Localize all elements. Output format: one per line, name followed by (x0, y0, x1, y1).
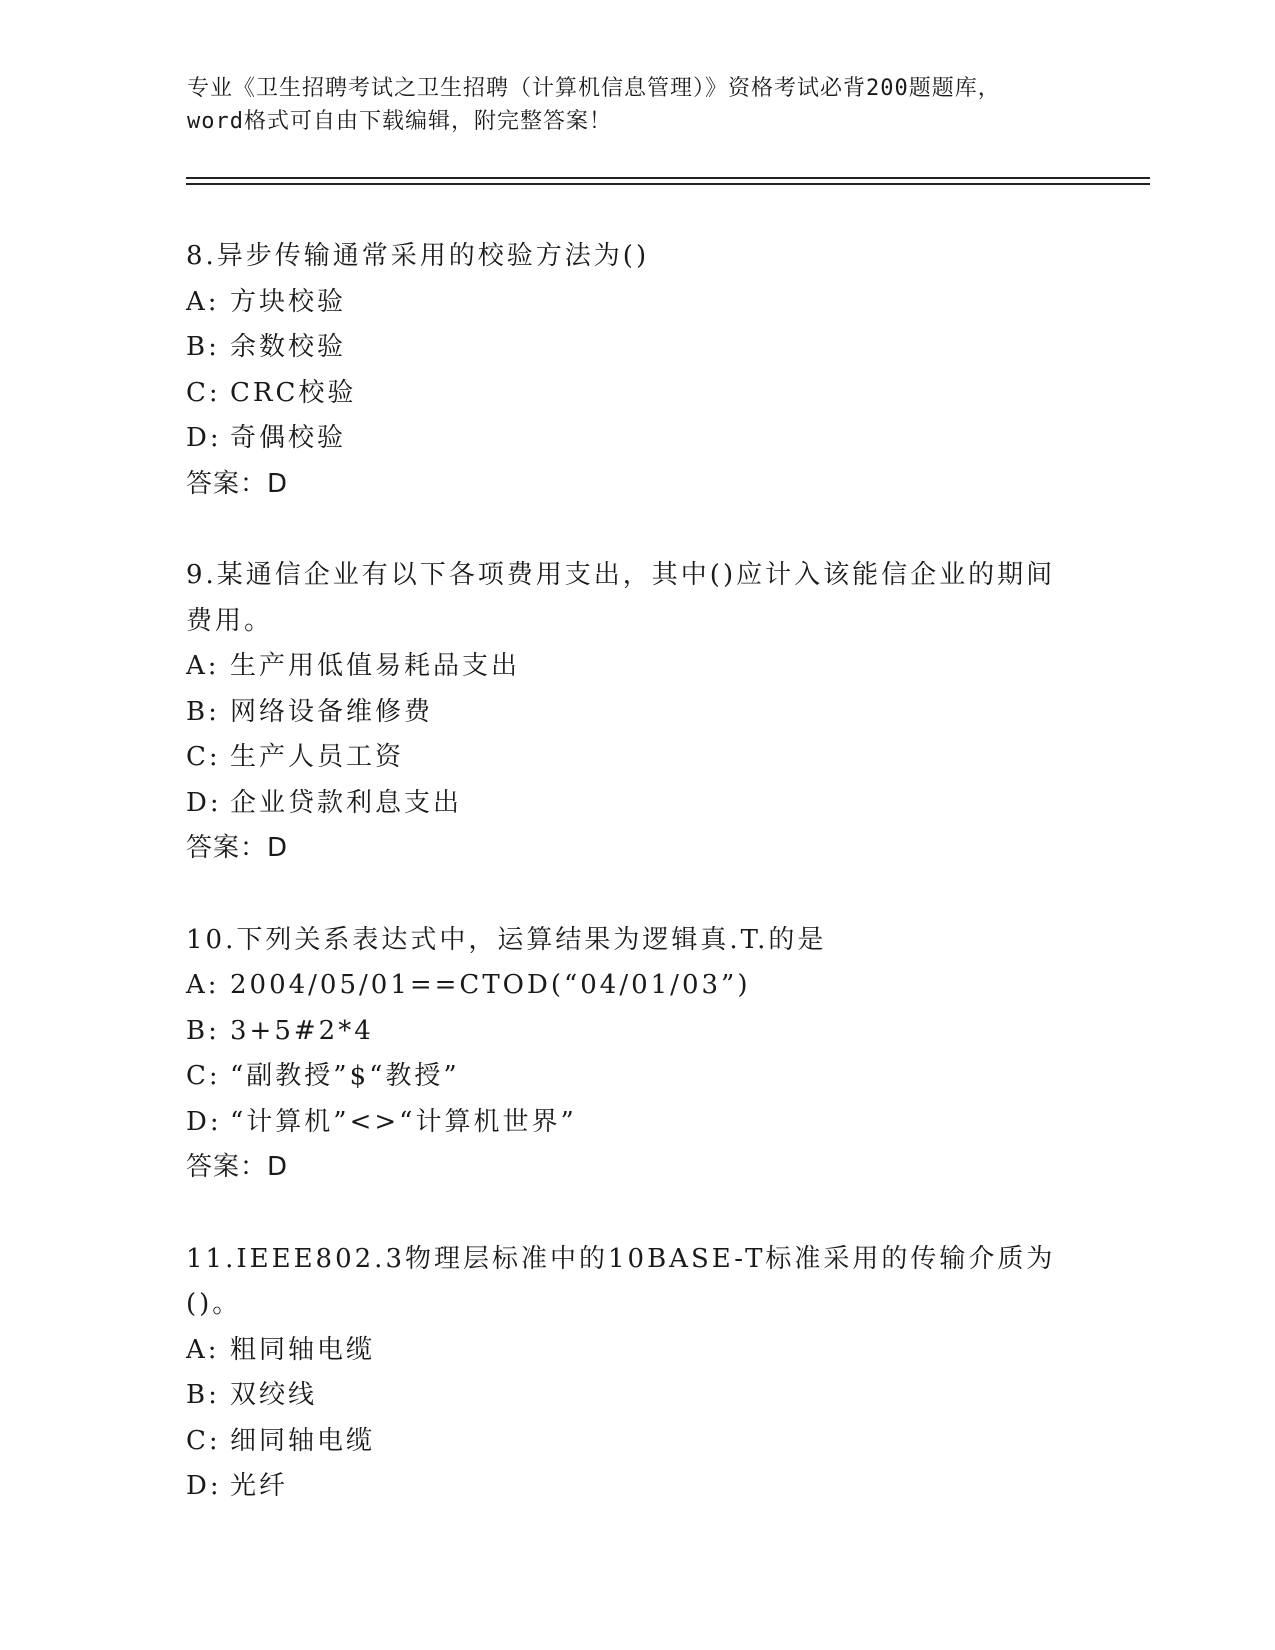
option-b (186, 1009, 1086, 1055)
answer-text: 答案：D (186, 833, 289, 863)
option-text: 企业贷款利息支出 (230, 787, 463, 818)
option-letter: B: (186, 332, 220, 362)
option-text: “计算机”<>“计算机世界” (230, 1106, 577, 1137)
option-text: 双绞线 (230, 1380, 318, 1410)
question-8 (186, 234, 1086, 507)
question-10 (186, 918, 1086, 1191)
option-letter: A: (186, 651, 220, 681)
question-text: 9.某通信企业有以下各项费用支出，其中()应计入该能信企业的期间 (186, 560, 1056, 590)
answer-text: 答案：D (186, 1152, 289, 1182)
option-text: 光纤 (230, 1471, 289, 1501)
option-b (186, 1373, 1086, 1419)
option-letter: D: (186, 423, 222, 453)
answer-text: 答案：D (186, 468, 289, 499)
option-d (186, 416, 1086, 462)
question-text: 11.IEEE802.3物理层标准中的10BASE-T标准采用的传输介质为()。 (186, 1243, 1056, 1319)
option-text: 3+5#2*4 (230, 1015, 374, 1046)
question-text-continued: 费用。 (186, 605, 274, 636)
question-text: 8.异步传输通常采用的校验方法为() (186, 241, 650, 271)
option-text: 细同轴电缆 (230, 1425, 376, 1456)
header-line-1: 专业《卫生招聘考试之卫生招聘（计算机信息管理）》资格考试必背200题题库， (187, 76, 1001, 101)
option-a (186, 1328, 1086, 1374)
option-a (186, 644, 1086, 690)
question-text: 10.下列关系表达式中，运算结果为逻辑真.T.的是 (186, 924, 827, 955)
option-text: CRC校验 (230, 377, 357, 408)
option-text: 生产用低值易耗品支出 (230, 651, 521, 681)
option-letter: B: (186, 696, 220, 727)
option-letter: A: (186, 970, 220, 1000)
option-letter: C: (186, 1061, 221, 1091)
option-text: 余数校验 (230, 332, 347, 362)
option-letter: C: (186, 742, 221, 772)
option-text: 2004/05/01==CTOD(“04/01/03”) (230, 970, 751, 1000)
option-letter: A: (186, 286, 220, 317)
option-text: 粗同轴电缆 (230, 1334, 376, 1365)
question-list (186, 234, 1086, 1556)
option-letter: D: (186, 1471, 222, 1501)
question-9 (186, 553, 1086, 872)
option-d (186, 1464, 1086, 1510)
option-text: “副教授”$“教授” (230, 1061, 460, 1091)
question-11 (186, 1237, 1086, 1510)
header-line-2: word格式可自由下载编辑，附完整答案！ (187, 109, 612, 134)
header-divider-bottom (186, 183, 1150, 185)
option-d (186, 781, 1086, 827)
option-letter: A: (186, 1334, 220, 1365)
option-text: 网络设备维修费 (230, 696, 434, 727)
option-text: 奇偶校验 (230, 423, 347, 453)
option-b (186, 690, 1086, 736)
option-letter: C: (186, 377, 221, 408)
option-c (186, 371, 1086, 417)
option-text: 方块校验 (230, 286, 347, 317)
option-b (186, 325, 1086, 371)
option-c (186, 1419, 1086, 1465)
document-header (187, 72, 1087, 138)
option-a (186, 963, 1086, 1009)
header-divider-top (186, 177, 1150, 179)
option-letter: D: (186, 1106, 222, 1137)
option-c (186, 1054, 1086, 1100)
option-letter: C: (186, 1425, 221, 1456)
option-letter: B: (186, 1015, 220, 1046)
option-letter: B: (186, 1380, 220, 1410)
option-text: 生产人员工资 (230, 742, 405, 772)
option-letter: D: (186, 787, 222, 818)
option-d (186, 1100, 1086, 1146)
option-a (186, 280, 1086, 326)
option-c (186, 735, 1086, 781)
